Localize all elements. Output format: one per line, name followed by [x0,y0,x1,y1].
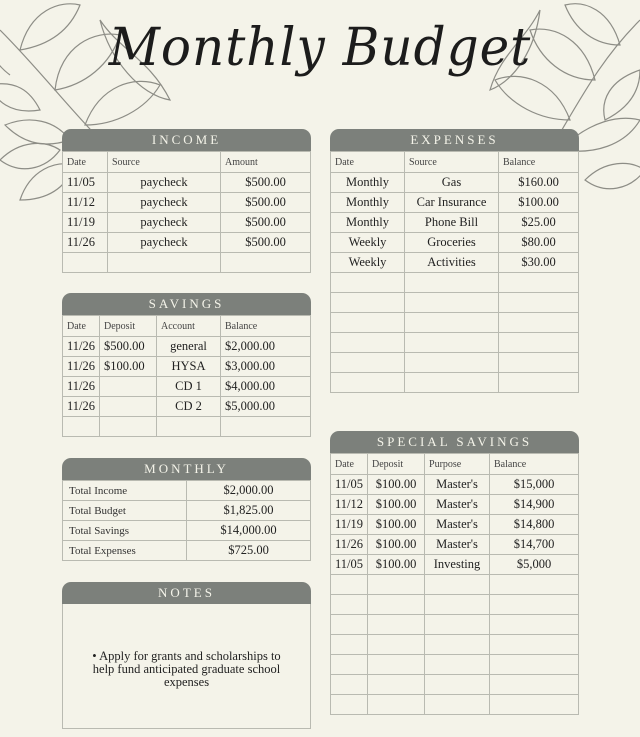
monthly-table [62,480,311,561]
expenses-table [330,151,579,393]
column-header: Source [108,152,221,173]
table-row: 11/26 $100.00 HYSA $3,000.00 [63,357,311,377]
table-row [331,273,579,293]
monthly-header: MONTHLY [62,458,311,480]
table-row: 11/26 CD 2 $5,000.00 [63,397,311,417]
table-row [331,615,579,635]
table-row [331,675,579,695]
column-header: Source [405,152,499,173]
table-row [331,635,579,655]
income-panel [62,129,311,273]
table-row: Monthly Car Insurance $100.00 [331,193,579,213]
table-row [331,695,579,715]
table-row: 11/12 paycheck $500.00 [63,193,311,213]
expenses-panel [330,129,579,393]
table-row [331,575,579,595]
table-row: Monthly Gas $160.00 [331,173,579,193]
column-header: Deposit [368,454,425,475]
expenses-header: EXPENSES [330,129,579,151]
page-title: Monthly Budget [108,16,532,78]
table-row: 11/26 $500.00 general $2,000.00 [63,337,311,357]
table-row: 11/26 $100.00 Master's $14,700 [331,535,579,555]
column-header: Deposit [100,316,157,337]
table-row: Weekly Activities $30.00 [331,253,579,273]
special-savings-header: SPECIAL SAVINGS [330,431,579,453]
column-header: Date [63,152,108,173]
table-row [331,595,579,615]
table-row [63,253,311,273]
special-savings-panel [330,431,579,715]
table-row: Total Savings $14,000.00 [63,521,311,541]
savings-panel [62,293,311,437]
table-row: 11/26 CD 1 $4,000.00 [63,377,311,397]
special-savings-table [330,453,579,715]
table-row [331,333,579,353]
table-row [331,353,579,373]
column-header: Purpose [425,454,490,475]
table-row: 11/05 $100.00 Investing $5,000 [331,555,579,575]
table-row: 11/19 paycheck $500.00 [63,213,311,233]
monthly-panel [62,458,311,561]
column-header: Balance [221,316,311,337]
table-row: Monthly Phone Bill $25.00 [331,213,579,233]
notes-text: • Apply for grants and scholarships to help fund anticipated graduate school expenses [62,604,311,729]
table-row: Weekly Groceries $80.00 [331,233,579,253]
notes-panel [62,582,311,729]
table-row: 11/12 $100.00 Master's $14,900 [331,495,579,515]
column-header: Amount [221,152,311,173]
column-header: Balance [499,152,579,173]
table-row: 11/26 paycheck $500.00 [63,233,311,253]
table-row: Total Expenses $725.00 [63,541,311,561]
column-header: Balance [490,454,579,475]
savings-header: SAVINGS [62,293,311,315]
savings-table [62,315,311,437]
income-header: INCOME [62,129,311,151]
table-row [63,417,311,437]
table-row: Total Budget $1,825.00 [63,501,311,521]
column-header: Date [331,152,405,173]
column-header: Account [157,316,221,337]
table-row: 11/19 $100.00 Master's $14,800 [331,515,579,535]
income-table [62,151,311,273]
table-row [331,373,579,393]
table-row [331,655,579,675]
table-row: Total Income $2,000.00 [63,481,311,501]
table-row [331,293,579,313]
notes-header: NOTES [62,582,311,604]
column-header: Date [331,454,368,475]
table-row [331,313,579,333]
column-header: Date [63,316,100,337]
table-row: 11/05 paycheck $500.00 [63,173,311,193]
table-row: 11/05 $100.00 Master's $15,000 [331,475,579,495]
